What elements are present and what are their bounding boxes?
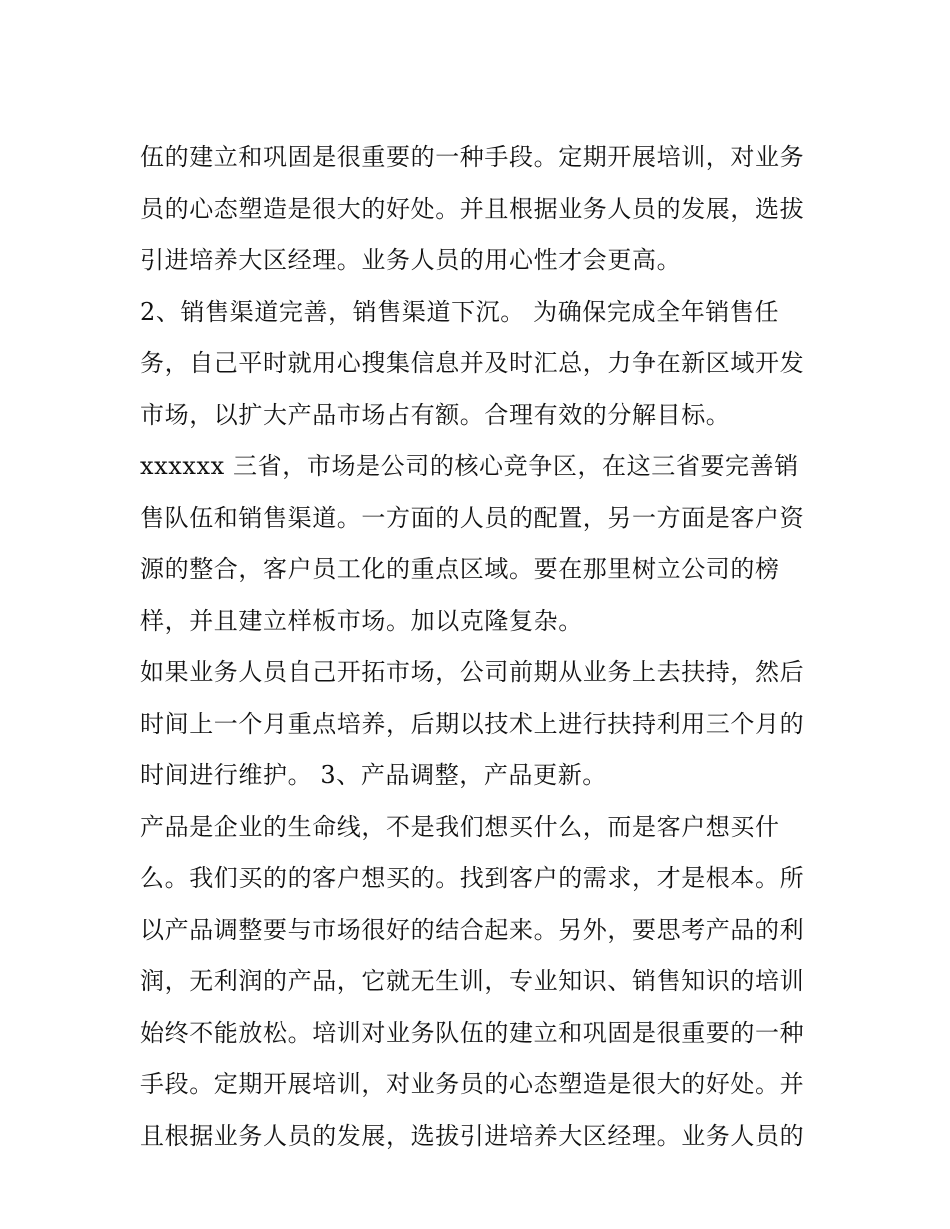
text-line-7: xxxxxx 三省，市场是公司的核心竞争区，在这三省要完善销 — [140, 452, 799, 480]
text-line-20: 且根据业务人员的发展，选拔引进培养大区经理。业务人员的 — [140, 1121, 805, 1150]
text-line-12: 时间上一个月重点培养，后期以技术上进行扶持利用三个月的 — [140, 709, 805, 738]
text-line-16: 以产品调整要与市场很好的结合起来。另外，要思考产品的利 — [140, 915, 805, 944]
text-line-19: 手段。定期开展培训，对业务员的心态塑造是很大的好处。并 — [140, 1070, 805, 1098]
text-line-5: 务，自己平时就用心搜集信息并及时汇总，力争在新区域开发 — [140, 349, 805, 377]
document-body — [140, 132, 830, 1162]
text-line-13: 时间进行维护。 3、产品调整，产品更新。 — [140, 761, 607, 789]
text-line-1: 伍的建立和巩固是很重要的一种手段。定期开展培训，对业务 — [140, 143, 805, 171]
text-line-17: 润，无利润的产品，它就无生训，专业知识、销售知识的培训 — [140, 967, 805, 995]
text-line-6: 市场，以扩大产品市场占有额。合理有效的分解目标。 — [140, 400, 731, 429]
text-line-11: 如果业务人员自己开拓市场，公司前期从业务上去扶持，然后 — [140, 658, 805, 686]
text-line-15: 么。我们买的的客户想买的。找到客户的需求，才是根本。所 — [140, 864, 805, 892]
text-line-9: 源的整合，客户员工化的重点区域。要在那里树立公司的榜 — [140, 555, 780, 583]
text-line-4: 2、销售渠道完善，销售渠道下沉。 为确保完成全年销售任 — [140, 297, 780, 326]
text-line-8: 售队伍和销售渠道。一方面的人员的配置，另一方面是客户资 — [140, 503, 805, 532]
text-line-18: 始终不能放松。培训对业务队伍的建立和巩固是很重要的一种 — [140, 1018, 805, 1047]
text-line-3: 引进培养大区经理。业务人员的用心性才会更高。 — [140, 246, 682, 274]
text-line-10: 样，并且建立样板市场。加以克隆复杂。 — [140, 606, 583, 635]
text-line-2: 员的心态塑造是很大的好处。并且根据业务人员的发展，选拔 — [140, 194, 805, 223]
text-line-14: 产品是企业的生命线，不是我们想买什么，而是客户想买什 — [140, 812, 780, 841]
